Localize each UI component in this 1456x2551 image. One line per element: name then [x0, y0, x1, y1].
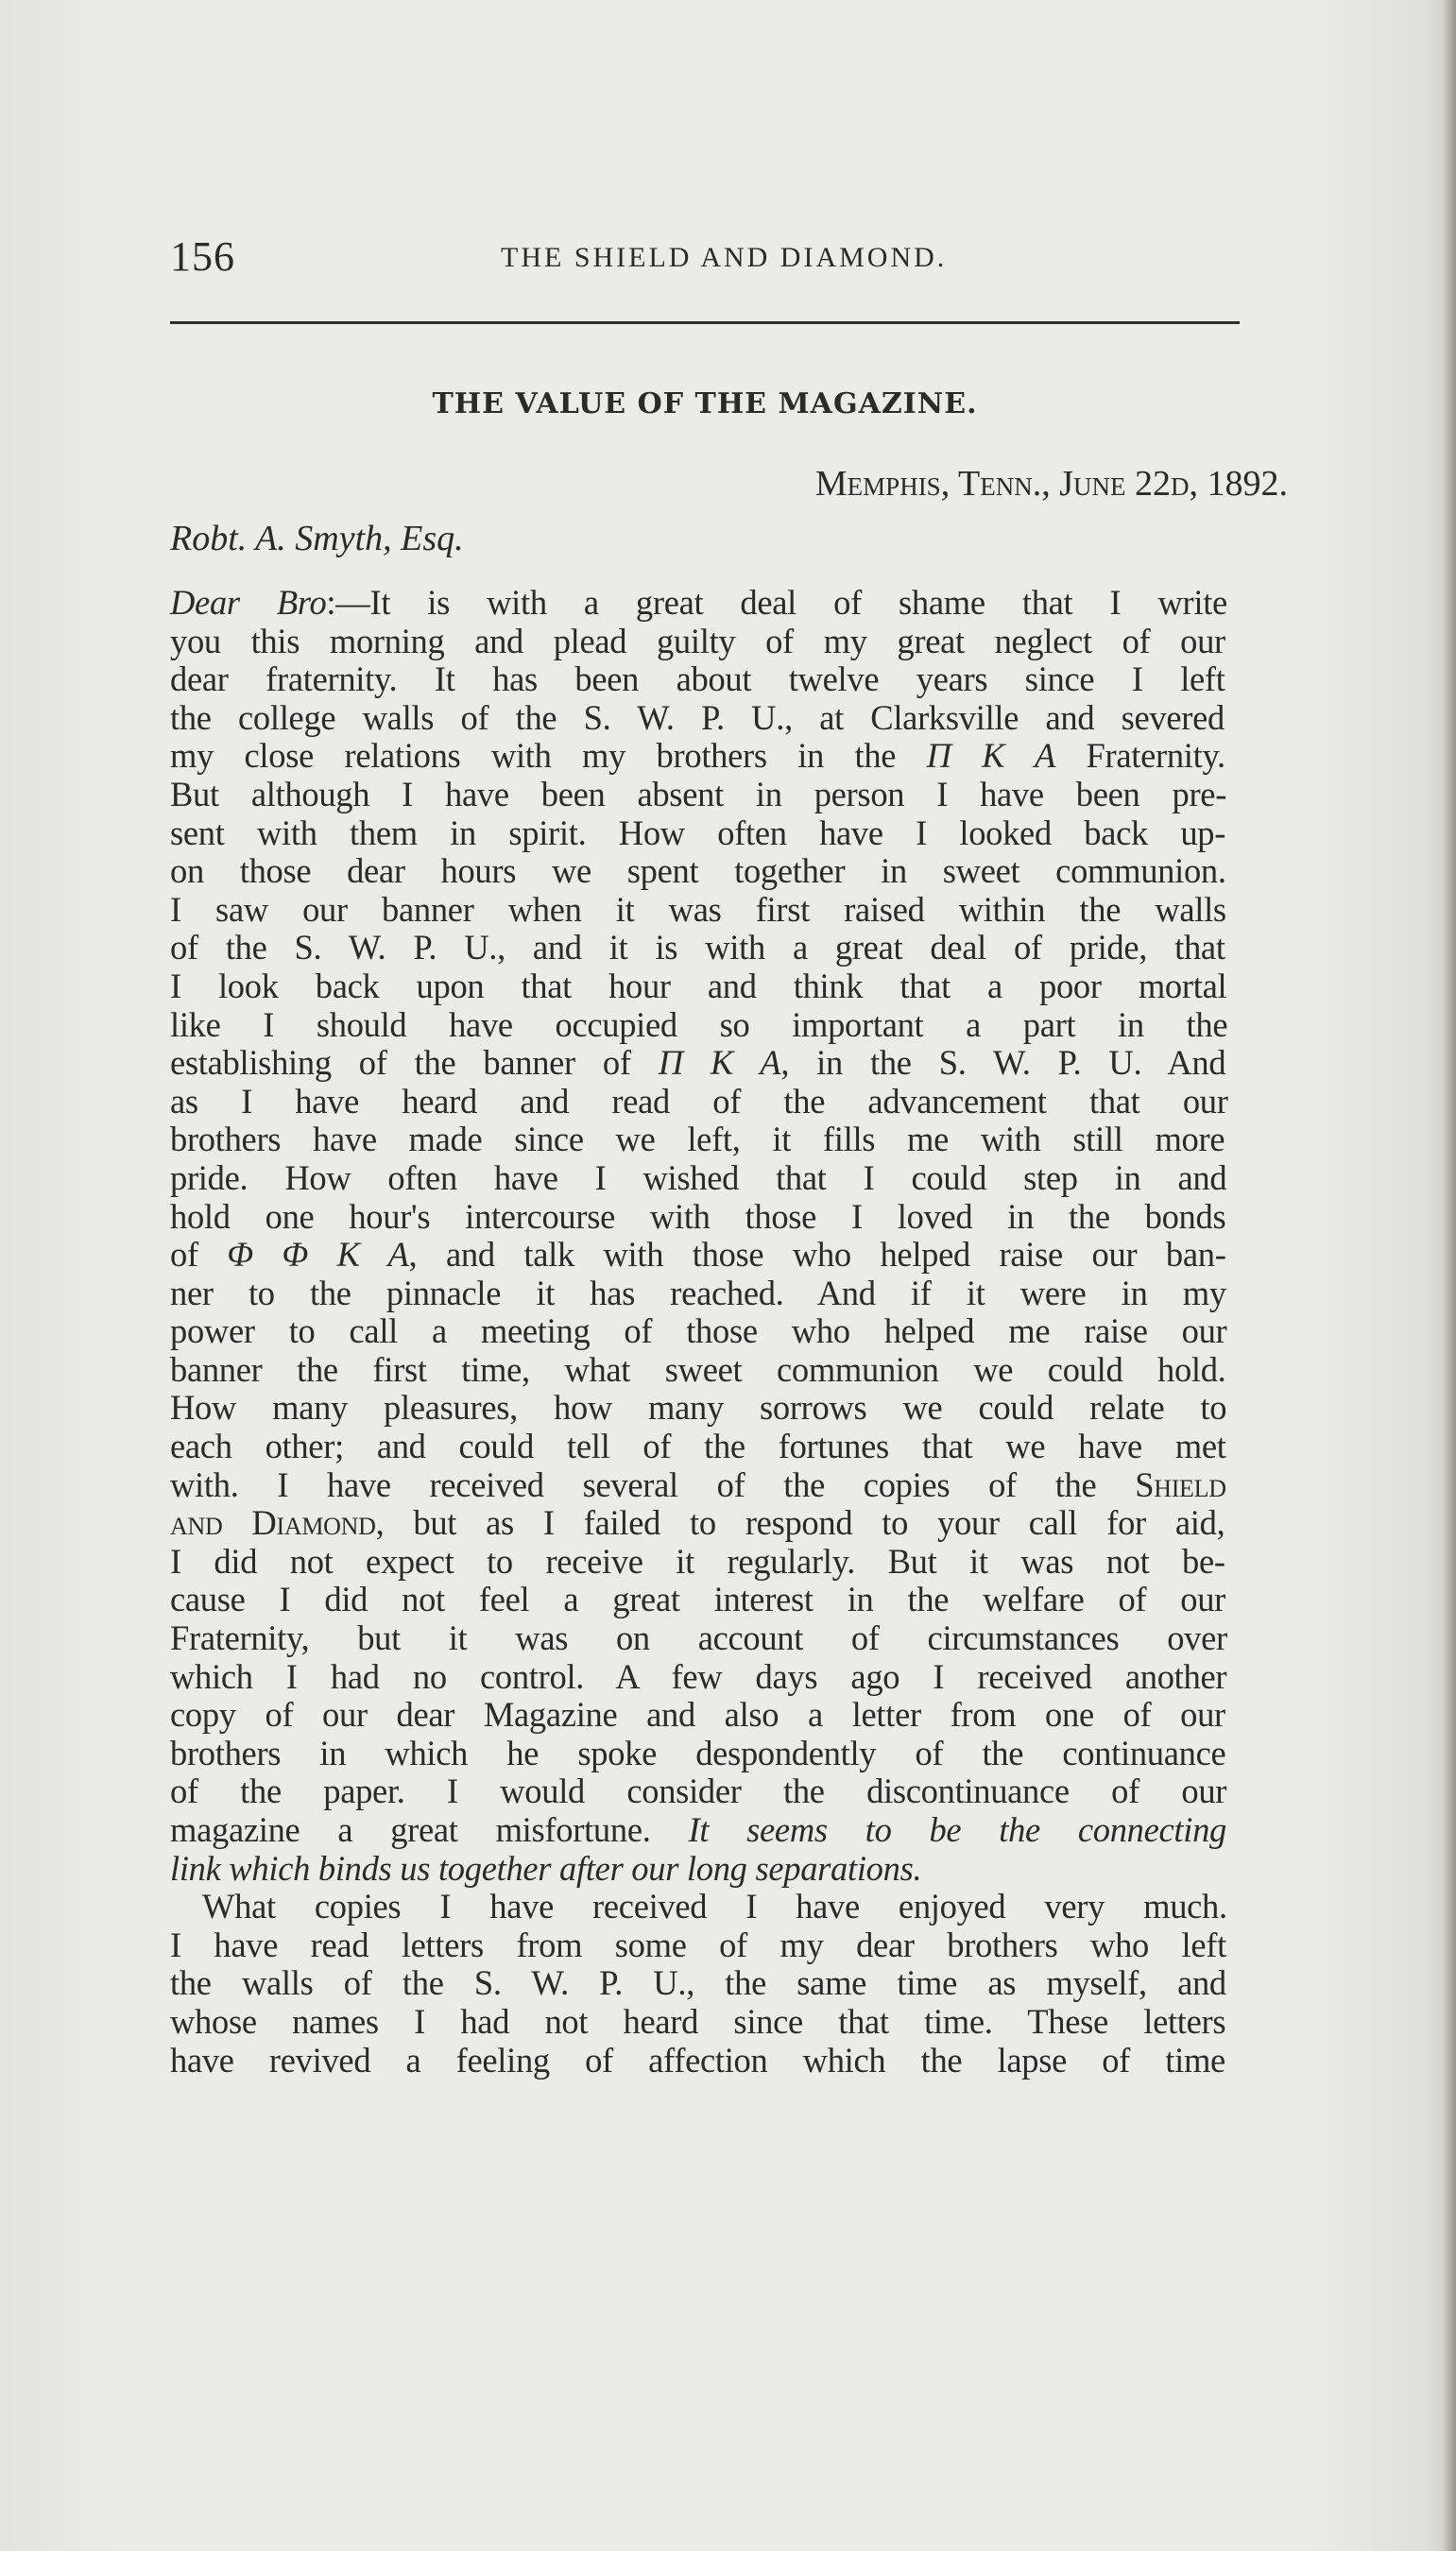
text-line: But although I have been absent in person I have been pre- — [170, 774, 1227, 813]
text-line: I saw our banner when it was first raised within the walls — [170, 889, 1226, 929]
text-line: magazine a great misfortune. It seems to be the connecting — [170, 1810, 1227, 1849]
text-line: my close relations with my brothers in the Π Κ Α Fraternity. — [170, 736, 1225, 776]
text-line: have revived a feeling of affection which the lapse of time — [170, 2040, 1225, 2080]
dateline: Memphis, Tenn., June 22d, 1892. — [814, 464, 1288, 504]
text-line: banner the first time, what sweet communion we could hold. — [170, 1349, 1226, 1389]
text-line: of the S. W. P. U., and it is with a great deal of pride, that — [170, 928, 1225, 967]
text-line: sent with them in spirit. How often have I looked back up- — [170, 813, 1226, 852]
text-line: dear fraternity. It has been about twelve years since I left — [170, 659, 1225, 699]
text-line: of Φ Φ Κ Α, and talk with those who helped raise our ban- — [170, 1235, 1226, 1275]
addressee: Robt. A. Smyth, Esq. — [170, 519, 464, 558]
text-line: copy of our dear Magazine and also a letter from one of our — [170, 1695, 1225, 1735]
text-line: I look back upon that hour and think that a poor mortal — [170, 966, 1227, 1005]
text-line: and Diamond, but as I failed to respond to your call for aid, — [170, 1503, 1225, 1543]
text-line: Fraternity, but it was on account of circumstances over — [170, 1618, 1227, 1658]
text-line: hold one hour's intercourse with those I loved in the bonds — [170, 1196, 1226, 1236]
text-line: power to call a meeting of those who helped me raise our — [170, 1311, 1227, 1351]
text-line: on those dear hours we spent together in sweet communion. — [170, 851, 1226, 891]
text-line: which I had no control. A few days ago I received another — [170, 1656, 1227, 1696]
text-line: ner to the pinnacle it has reached. And if it were in my — [170, 1273, 1226, 1312]
text-line: like I should have occupied so important a part in the — [170, 1004, 1228, 1044]
text-line: you this morning and plead guilty of my great neglect of our — [170, 621, 1225, 660]
article-title: THE VALUE OF THE MAGAZINE. — [432, 387, 978, 420]
page-number: 156 — [170, 233, 235, 280]
text-line: I did not expect to receive it regularly. But it was not be- — [170, 1541, 1225, 1581]
text-line: brothers have made since we left, it fills me with still more — [170, 1120, 1225, 1159]
text-line: whose names I had not heard since that time. These letters — [170, 2001, 1226, 2041]
header-rule — [170, 321, 1240, 324]
text-line: cause I did not feel a great interest in the welfare of our — [170, 1580, 1226, 1619]
text-line: brothers in which he spoke despondently of the continuance — [170, 1733, 1226, 1772]
page-edge-shadow — [1443, 0, 1456, 2551]
text-line: with. I have received several of the copies of the Shield — [170, 1464, 1226, 1504]
text-line: pride. How often have I wished that I could step in and — [170, 1157, 1227, 1197]
text-line: of the paper. I would consider the discontinuance of our — [170, 1772, 1227, 1811]
text-line: I have read letters from some of my dear brothers who left — [170, 1925, 1226, 1964]
journal-running-title: THE SHIELD AND DIAMOND. — [501, 242, 948, 273]
running-head — [170, 232, 1240, 289]
text-line: What copies I have received I have enjoyed very much. — [202, 1887, 1227, 1926]
text-line: establishing of the banner of Π Κ Α, in the S. W. P. U. And — [170, 1043, 1226, 1083]
text-line: the college walls of the S. W. P. U., at Clarksville and severed — [170, 697, 1225, 737]
text-line: link which binds us together after our long separations. — [170, 1848, 922, 1888]
text-line: How many pleasures, how many sorrows we could relate to — [170, 1388, 1227, 1428]
text-line: the walls of the S. W. P. U., the same time as myself, and — [170, 1963, 1226, 2003]
text-line: as I have heard and read of the advancement that our — [170, 1081, 1228, 1121]
text-line: each other; and could tell of the fortunes that we have met — [170, 1427, 1226, 1466]
text-line: Dear Bro:—It is with a great deal of shame that I write — [170, 583, 1227, 622]
letter-body — [170, 584, 1342, 2080]
